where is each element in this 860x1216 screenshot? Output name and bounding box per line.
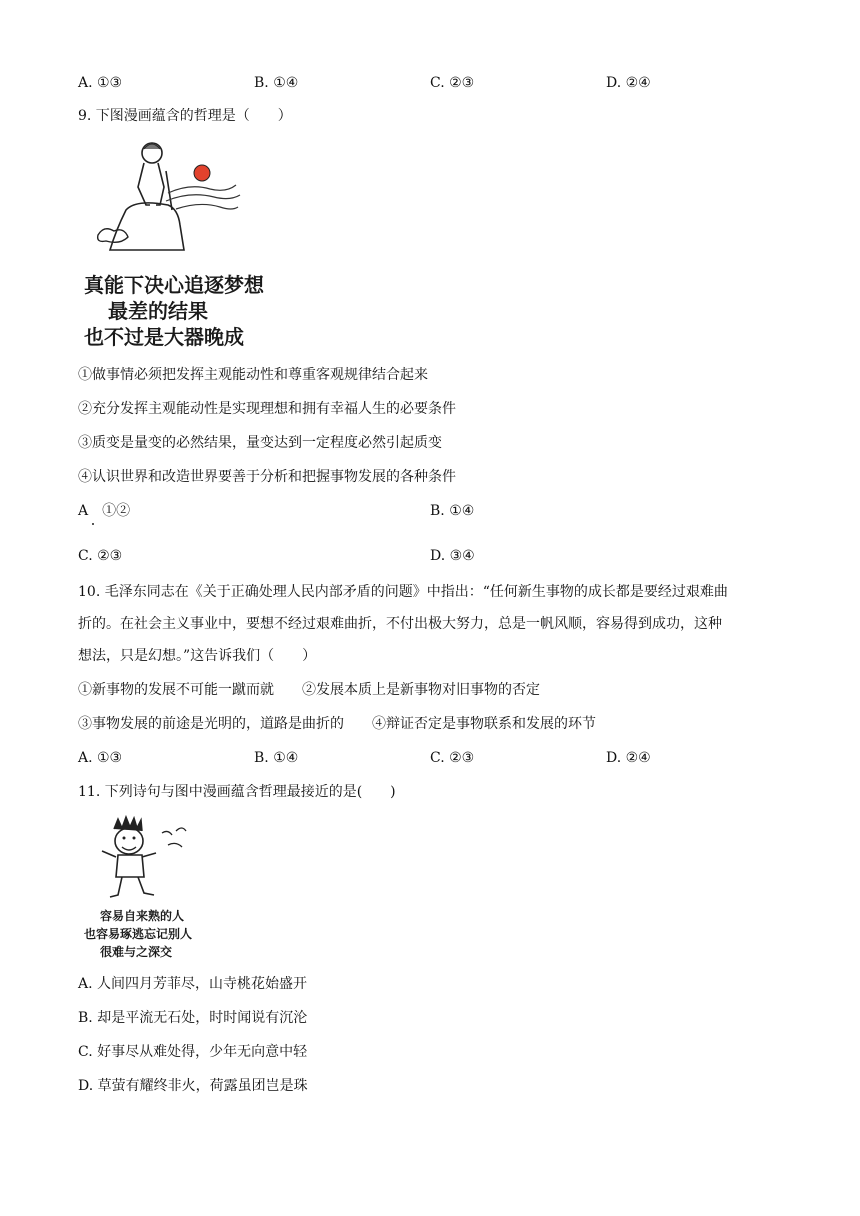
q10-stem-line-1: 10. 毛泽东同志在《关于正确处理人民内部矛盾的问题》中指出：“任何新生事物的成长都是要经过艰难曲 bbox=[78, 584, 728, 600]
q9-comic-drawing bbox=[80, 135, 250, 255]
q10-statement-row-1: ①新事物的发展不可能一蹴而就 ②发展本质上是新事物对旧事物的否定 bbox=[78, 682, 540, 698]
q10-option-a: A. ①③ bbox=[78, 750, 123, 766]
q9-statement-2: ②充分发挥主观能动性是实现理想和拥有幸福人生的必要条件 bbox=[78, 401, 456, 417]
q10-option-c: C. ②③ bbox=[430, 750, 475, 766]
q8-option-d: D. ②④ bbox=[606, 75, 651, 91]
q11-option-a: A. 人间四月芳菲尽，山寺桃花始盛开 bbox=[78, 976, 308, 992]
q9-statement-1: ①做事情必须把发挥主观能动性和尊重客观规律结合起来 bbox=[78, 367, 428, 383]
q11-comic-caption-line-3: 很难与之深交 bbox=[100, 945, 173, 959]
q10-option-d: D. ②④ bbox=[606, 750, 651, 766]
q10-option-b: B. ①④ bbox=[254, 750, 299, 766]
q9-option-b: B. ①④ bbox=[430, 503, 475, 519]
q9-statement-3: ③质变是量变的必然结果，量变达到一定程度必然引起质变 bbox=[78, 435, 442, 451]
q8-option-c: C. ②③ bbox=[430, 75, 475, 91]
q11-option-b: B. 却是平流无石处，时时闻说有沉沦 bbox=[78, 1010, 308, 1026]
q9-stem: 9. 下图漫画蕴含的哲理是（ ） bbox=[78, 108, 292, 124]
q11-stem: 11. 下列诗句与图中漫画蕴含哲理最接近的是( ) bbox=[78, 784, 396, 800]
q9-comic-illustration bbox=[80, 135, 264, 350]
q9-option-c: C. ②③ bbox=[78, 548, 123, 564]
q11-comic-drawing bbox=[84, 815, 214, 905]
q11-comic-caption-line-1: 容易自来熟的人 bbox=[100, 909, 185, 923]
q9-comic-caption-line-2: 最差的结果 bbox=[108, 299, 208, 323]
stray-dot-mark bbox=[92, 523, 94, 525]
q8-option-b: B. ①④ bbox=[254, 75, 299, 91]
q9-statement-4: ④认识世界和改造世界要善于分析和把握事物发展的各种条件 bbox=[78, 469, 456, 485]
q10-stem-line-3: 想法，只是幻想。”这告诉我们（ ） bbox=[78, 648, 317, 664]
q11-comic-illustration bbox=[84, 815, 214, 960]
q9-option-d: D. ③④ bbox=[430, 548, 475, 564]
q11-option-c: C. 好事尽从难处得，少年无向意中轻 bbox=[78, 1044, 308, 1060]
q9-option-a: A ①② bbox=[78, 503, 131, 519]
q11-option-d: D. 草萤有耀终非火，荷露虽团岂是珠 bbox=[78, 1078, 308, 1094]
q8-option-a: A. ①③ bbox=[78, 75, 123, 91]
q9-comic-caption-line-1: 真能下决心追逐梦想 bbox=[84, 273, 264, 297]
q10-stem-line-2: 折的。在社会主义事业中，要想不经过艰难曲折，不付出极大努力，总是一帆风顺，容易得到成功，这种 bbox=[78, 616, 722, 632]
q9-comic-caption-line-3: 也不过是大器晚成 bbox=[84, 325, 244, 349]
q10-statement-row-2: ③事物发展的前途是光明的，道路是曲折的 ④辩证否定是事物联系和发展的环节 bbox=[78, 716, 596, 732]
q11-comic-caption-line-2: 也容易琢逃忘记别人 bbox=[84, 927, 193, 941]
